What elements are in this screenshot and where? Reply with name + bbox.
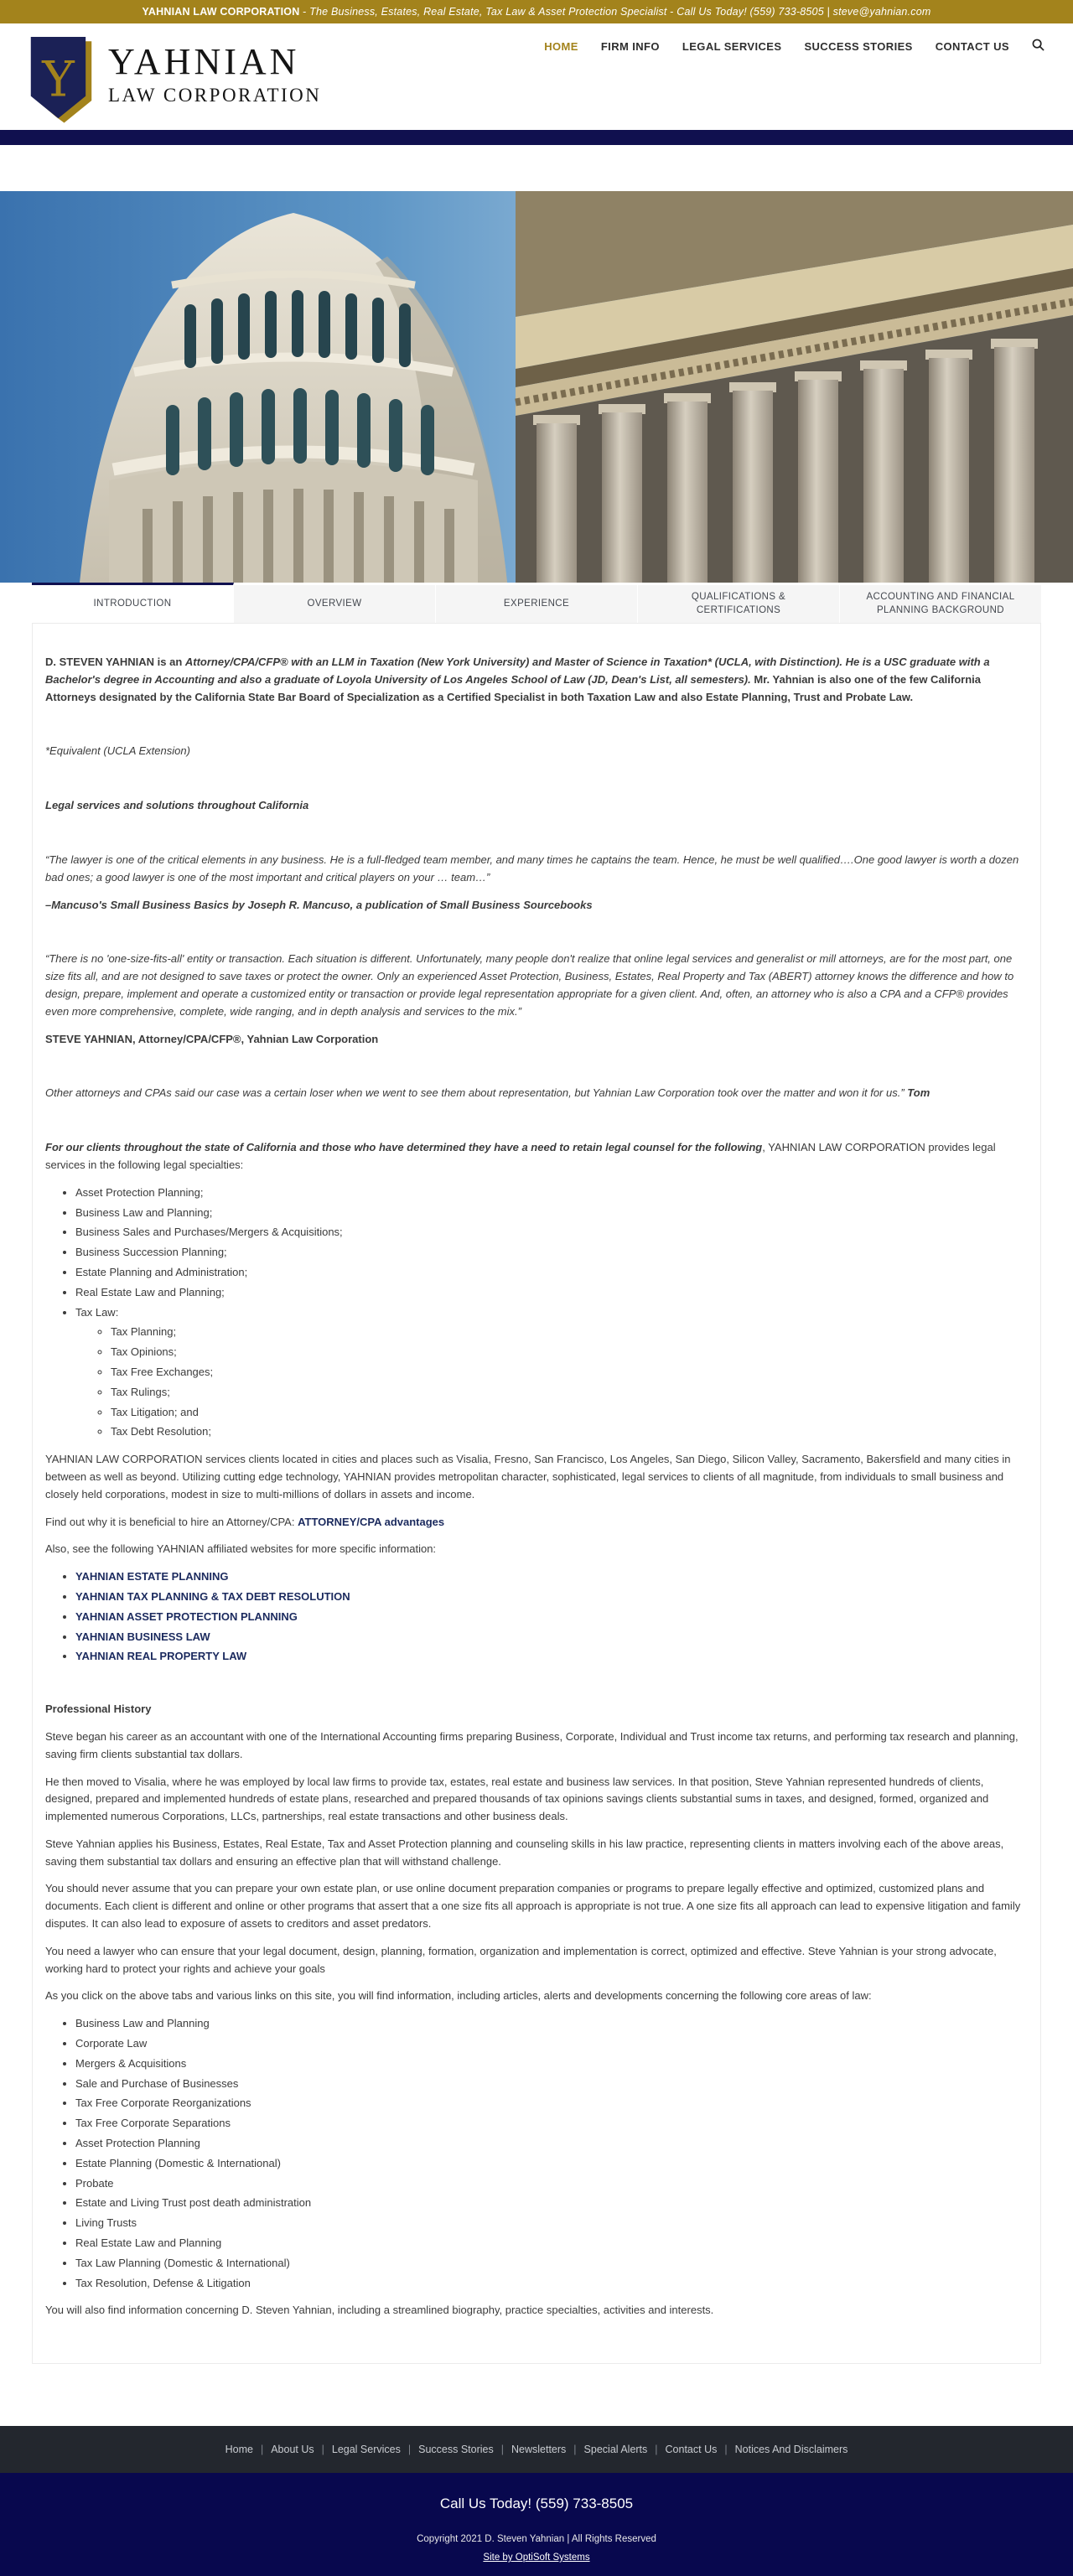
logo-shield-icon xyxy=(29,30,93,137)
footer-link-contact-us[interactable]: Contact Us xyxy=(665,2444,718,2456)
logo[interactable] xyxy=(29,30,321,137)
capitol-illustration xyxy=(0,191,1073,583)
logo-subtitle: LAW CORPORATION xyxy=(108,85,322,106)
spacer xyxy=(45,716,1028,733)
tab-accounting-and-financial-planning-background[interactable]: ACCOUNTING AND FINANCIAL PLANNING BACKGROUND xyxy=(840,585,1041,623)
list-item-text: Tax Opinions; xyxy=(111,1345,177,1359)
footer-call-text: Call Us Today! (559) 733-8505 xyxy=(439,2496,634,2512)
list-item-text: Tax Debt Resolution; xyxy=(111,1425,211,1438)
header-gap xyxy=(0,145,1073,191)
affiliated-intro xyxy=(45,1541,1028,1558)
footer-link-separator: | xyxy=(573,2444,577,2456)
logo-text xyxy=(108,30,321,105)
list-item xyxy=(75,2255,1028,2273)
list-item-text: Asset Protection Planning xyxy=(75,2137,200,2150)
list-item xyxy=(75,2055,1028,2073)
main-nav xyxy=(544,39,1044,54)
topbar-contact: Call Us Today! (559) 733-8505 | steve@yahnian.com xyxy=(676,6,931,18)
tab-content xyxy=(32,623,1041,2364)
list-item xyxy=(75,1629,1028,1646)
list-item xyxy=(75,1568,1028,1586)
tab-qualifications-certifications[interactable]: QUALIFICATIONS & CERTIFICATIONS xyxy=(638,585,840,623)
text-run: Steve began his career as an accountant with one of the International Accounting firms preparing Business, Corporate, Individual and Trust income tax returns, and performing tax research and planning, saving firm clients substantial tax dollars. xyxy=(45,1729,1019,1760)
list-item-text: Business Law and Planning xyxy=(75,2017,210,2030)
site-credit xyxy=(0,2549,1073,2564)
site-header xyxy=(0,23,1073,130)
text-run: STEVE YAHNIAN, Attorney/CPA/CFP®, Yahnian Law Corporation xyxy=(45,1032,379,1045)
list-item-text: Mergers & Acquisitions xyxy=(75,2056,187,2070)
spacer xyxy=(45,1674,1028,1691)
list-item-text: Real Estate Law and Planning xyxy=(75,2237,222,2250)
list-item xyxy=(75,2215,1028,2232)
list-item xyxy=(75,2275,1028,2293)
list-item-text: Asset Protection Planning; xyxy=(75,1185,204,1199)
text-run: D. STEVEN YAHNIAN is an xyxy=(45,656,185,669)
search-icon xyxy=(1032,39,1044,54)
topbar-separator: - xyxy=(666,6,677,18)
footer-link-legal-services[interactable]: Legal Services xyxy=(331,2444,401,2456)
nav-item-success-stories[interactable]: SUCCESS STORIES xyxy=(804,39,913,53)
list-item-text: Corporate Law xyxy=(75,2037,148,2050)
list-item xyxy=(75,2015,1028,2033)
copyright-text: Copyright 2021 D. Steven Yahnian | All Rights Reserved xyxy=(417,2534,656,2545)
tab-experience[interactable]: EXPERIENCE xyxy=(436,585,638,623)
logo-title: YAHNIAN xyxy=(108,41,300,82)
nav-item-firm-info[interactable]: FIRM INFO xyxy=(600,39,660,53)
text-run: As you click on the above tabs and various links on this site, you will find information, including articles, alerts and developments concerning the following core areas of law: xyxy=(45,1989,872,2003)
list-item xyxy=(75,1205,1028,1222)
affiliate-link[interactable]: YAHNIAN TAX PLANNING & TAX DEBT RESOLUTION xyxy=(75,1589,350,1603)
list-item-text: Tax Free Corporate Separations xyxy=(75,2117,231,2130)
footer-bottom xyxy=(0,2473,1073,2576)
cities-paragraph xyxy=(45,1451,1028,1503)
text-run: Mr. Yahnian is also one of the few California Attorneys designated by the California State Bar Board of Specialization as a Certified Specialist in both Taxation Law and also Estate Planning, Trust and Probate Law. xyxy=(45,672,982,703)
list-item xyxy=(111,1423,1028,1441)
list-item-text: Tax Litigation; and xyxy=(111,1405,199,1418)
text-run: For our clients throughout the state of California and those who have determined they have a need to retain legal counsel for the following xyxy=(45,1141,763,1154)
list-item-text: Business Law and Planning; xyxy=(75,1205,213,1219)
list-item-text: Tax Planning; xyxy=(111,1325,177,1339)
list-item-text: Business Succession Planning; xyxy=(75,1246,227,1259)
nav-item-legal-services[interactable]: LEGAL SERVICES xyxy=(682,39,782,53)
search-button[interactable] xyxy=(1032,39,1044,54)
list-item-text: Estate Planning and Administration; xyxy=(75,1265,248,1278)
specialties-list xyxy=(45,1184,1028,1441)
footer-link-separator: | xyxy=(321,2444,324,2456)
list-item xyxy=(75,2035,1028,2053)
footer-link-separator: | xyxy=(407,2444,412,2456)
text-run: YAHNIAN LAW CORPORATION services clients located in cities and places such as Visalia, Fresno, San Francisco, Los Angeles, San Diego, Silicon Valley, Sacramento, Bakersfield and many cities in between as well as beyond. Utilizing cutting edge technology, YAHNIAN provides metropolitan character, sophisticated, legal services to clients of all magnitude, from individuals to small business and closely held corporations, modest in size to multi-millions of dollars in assets and income. xyxy=(45,1453,1011,1501)
footer-link-notices-and-disclaimers[interactable]: Notices And Disclaimers xyxy=(734,2444,848,2456)
list-item xyxy=(111,1344,1028,1361)
spacer xyxy=(45,924,1028,941)
quote-mancuso xyxy=(45,852,1028,887)
affiliate-link[interactable]: YAHNIAN ASSET PROTECTION PLANNING xyxy=(75,1609,298,1623)
list-item xyxy=(75,2076,1028,2093)
list-item-text: Business Sales and Purchases/Mergers & Acquisitions; xyxy=(75,1226,343,1239)
list-item xyxy=(75,2095,1028,2112)
history-p2 xyxy=(45,1774,1028,1826)
list-item xyxy=(75,1244,1028,1262)
text-run: You need a lawyer who can ensure that your legal document, design, planning, formation, organization and implementation is correct, optimized and effective. Steve Yahnian is your strong advocate, working hard to protect your rights and achieve your goals xyxy=(45,1944,997,1975)
hero-image xyxy=(0,191,1073,583)
history-p5 xyxy=(45,1943,1028,1978)
text-run: Steve Yahnian applies his Business, Estates, Real Estate, Tax and Asset Protection planning and counseling skills in his law practice, representing clients in matters involving each of the above areas, saving them substantial tax dollars and ensuring an effective plan that will withstand challenge. xyxy=(45,1837,1004,1868)
list-item xyxy=(111,1364,1028,1381)
text-run: You will also find information concerning D. Steven Yahnian, including a streamlined biography, practice specialties, activities and interests. xyxy=(45,2304,714,2317)
find-out-why xyxy=(45,1514,1028,1532)
spacer xyxy=(45,825,1028,842)
list-item-text: Estate Planning (Domestic & International) xyxy=(75,2156,281,2169)
list-item xyxy=(75,1609,1028,1626)
text-run: Tom xyxy=(907,1086,930,1100)
list-item xyxy=(111,1384,1028,1402)
topbar-separator: - xyxy=(299,6,310,18)
list-item xyxy=(75,2115,1028,2133)
footer-link-newsletters[interactable]: Newsletters xyxy=(511,2444,567,2456)
spacer xyxy=(45,1112,1028,1129)
affiliated-links-list xyxy=(45,1568,1028,1666)
list-item-text: Sale and Purchase of Businesses xyxy=(75,2076,239,2090)
quote-yahnian xyxy=(45,951,1028,1020)
text-run: Legal services and solutions throughout California xyxy=(45,799,309,812)
list-item xyxy=(75,2155,1028,2173)
legal-services-heading xyxy=(45,797,1028,815)
list-item xyxy=(75,1589,1028,1606)
list-item xyxy=(75,2135,1028,2153)
list-item xyxy=(75,1224,1028,1241)
topbar xyxy=(0,0,1073,23)
footer-link-about-us[interactable]: About Us xyxy=(271,2444,314,2456)
footer-link-separator: | xyxy=(724,2444,728,2456)
spacer xyxy=(45,1058,1028,1075)
text-run: Attorney/CPA/CFP® with an LLM in Taxation (New York University) and Master of Science in Taxation* (UCLA, with Distinction). He is a USC graduate with a Bachelor's degree in Accounting and also a graduate of Loyola University of Los Angeles School of Law (JD, Dean's List, all semesters). xyxy=(45,656,990,686)
list-item-text: Tax Free Exchanges; xyxy=(111,1365,214,1378)
list-item xyxy=(75,2195,1028,2212)
list-item-text: Probate xyxy=(75,2176,114,2190)
list-item xyxy=(75,1648,1028,1666)
professional-history-heading xyxy=(45,1701,1028,1718)
list-item-text: Estate and Living Trust post death administration xyxy=(75,2196,312,2210)
list-item-text: Tax Free Corporate Reorganizations xyxy=(75,2097,251,2110)
list-item-text: Tax Resolution, Defense & Litigation xyxy=(75,2276,251,2289)
history-p1 xyxy=(45,1729,1028,1764)
topbar-tagline: The Business, Estates, Real Estate, Tax Law & Asset Protection Specialist xyxy=(309,6,667,18)
core-areas-list xyxy=(45,2015,1028,2292)
list-item-text: Tax Law: xyxy=(75,1305,119,1319)
text-run: “There is no 'one-size-fits-all' entity or transaction. Each situation is different. Unfortunately, many people don't realize that online legal services and generalist or mill attorneys, are for the most part, one size fits all, and are not designed to save taxes or protect the owner. Only an experienced Asset Protection, Business, Estates, Real Property and Tax (ABERT) attorney knows the difference and how to design, prepare, implement and operate a customized entity or transaction or provide legal representation appropriate for a given client. And, often, an attorney who is also a CPA and a CFP® provides even more comprehensive, complete, wide ranging, and in depth analysis and services to the mix.” xyxy=(45,952,1014,1018)
affiliate-link[interactable]: YAHNIAN REAL PROPERTY LAW xyxy=(75,1650,247,1663)
text-run: *Equivalent (UCLA Extension) xyxy=(45,744,190,758)
list-item-text: Tax Rulings; xyxy=(111,1385,170,1398)
footer-link-special-alerts[interactable]: Special Alerts xyxy=(583,2444,648,2456)
intro-paragraph xyxy=(45,654,1028,706)
list-item-text: Tax Law Planning (Domestic & International) xyxy=(75,2256,290,2269)
text-run: Other attorneys and CPAs said our case was a certain loser when we went to see them about representation, but Yahnian Law Corporation took over the matter and won it for us.” xyxy=(45,1086,908,1100)
footer-links-bar xyxy=(0,2426,1073,2473)
clients-paragraph xyxy=(45,1139,1028,1174)
closing-paragraph xyxy=(45,2302,1028,2319)
attorney-cpa-advantages-link[interactable]: ATTORNEY/CPA advantages xyxy=(298,1515,445,1528)
testimonial xyxy=(45,1085,1028,1102)
list-item xyxy=(75,2175,1028,2193)
quote-mancuso-attribution xyxy=(45,897,1028,915)
footer-link-separator: | xyxy=(260,2444,264,2456)
text-run: You should never assume that you can prepare your own estate plan, or use online document preparation companies or programs to prepare legally effective and optimized, customized plans and documents. Each client is different and online or other programs that assert that a one size fits all approach is appropriate is not true. A one size fits all approach can lead to expensive litigation and family disputes. It can also lead to exposure of assets to creditors and asset predators. xyxy=(45,1882,1021,1931)
text-run: Also, see the following YAHNIAN affiliated websites for more specific information: xyxy=(45,1542,437,1556)
list-item xyxy=(75,2235,1028,2252)
list-item xyxy=(111,1404,1028,1422)
history-p4 xyxy=(45,1880,1028,1932)
text-run: , YAHNIAN LAW CORPORATION provides legal services in the following legal specialties: xyxy=(45,1141,996,1171)
site-by-link[interactable]: Site by OptiSoft Systems xyxy=(483,2553,590,2563)
text-run: Professional History xyxy=(45,1703,152,1716)
text-run: “The lawyer is one of the critical elements in any business. He is a full-fledged team member, and many times he captains the team. Hence, he must be well qualified….One good lawyer is worth a dozen bad ones; a good lawyer is one of the most important and critical players on your … team…” xyxy=(45,853,1019,884)
list-item xyxy=(75,1264,1028,1282)
nav-item-contact-us[interactable]: CONTACT US xyxy=(935,39,1009,53)
nav-item-home[interactable]: HOME xyxy=(544,39,578,53)
list-item xyxy=(111,1324,1028,1341)
tab-overview[interactable]: OVERVIEW xyxy=(234,585,436,623)
site-footer xyxy=(0,2426,1073,2576)
list-item xyxy=(75,1304,1028,1442)
footer-link-separator: | xyxy=(655,2444,658,2456)
footer-link-success-stories[interactable]: Success Stories xyxy=(418,2444,494,2456)
text-run: Find out why it is beneficial to hire an Attorney/CPA: xyxy=(45,1515,298,1528)
tab-introduction[interactable]: INTRODUCTION xyxy=(32,583,234,623)
spacer xyxy=(45,770,1028,787)
topbar-brand: YAHNIAN LAW CORPORATION xyxy=(142,6,300,18)
text-run: He then moved to Visalia, where he was employed by local law firms to provide tax, estates, real estate and business law services. In that position, Steve Yahnian represented hundreds of clients, designed, prepared and implemented hundreds of estate plans, researched and prepared thousands of tax opinions savings clients substantial sums in taxes, and designed, formed, organized and implemented numerous Corporations, LLCs, partnerships, real estate transactions and other business deals. xyxy=(45,1775,989,1823)
list-item xyxy=(75,1284,1028,1302)
affiliate-link[interactable]: YAHNIAN BUSINESS LAW xyxy=(75,1630,210,1643)
footer-link-home[interactable]: Home xyxy=(225,2444,253,2456)
affiliate-link[interactable]: YAHNIAN ESTATE PLANNING xyxy=(75,1570,229,1583)
core-areas-intro xyxy=(45,1988,1028,2005)
footer-link-separator: | xyxy=(500,2444,504,2456)
list-item xyxy=(75,1184,1028,1202)
profile-tabs xyxy=(32,583,1041,623)
text-run: –Mancuso's Small Business Basics by Joseph R. Mancuso, a publication of Small Business Sourcebooks xyxy=(45,898,593,911)
list-item-text: Real Estate Law and Planning; xyxy=(75,1285,225,1298)
equivalent-note xyxy=(45,743,1028,760)
history-p3 xyxy=(45,1836,1028,1871)
quote-yahnian-attribution xyxy=(45,1031,1028,1049)
svg-text:Y: Y xyxy=(42,50,75,108)
list-item-text: Living Trusts xyxy=(75,2216,137,2230)
